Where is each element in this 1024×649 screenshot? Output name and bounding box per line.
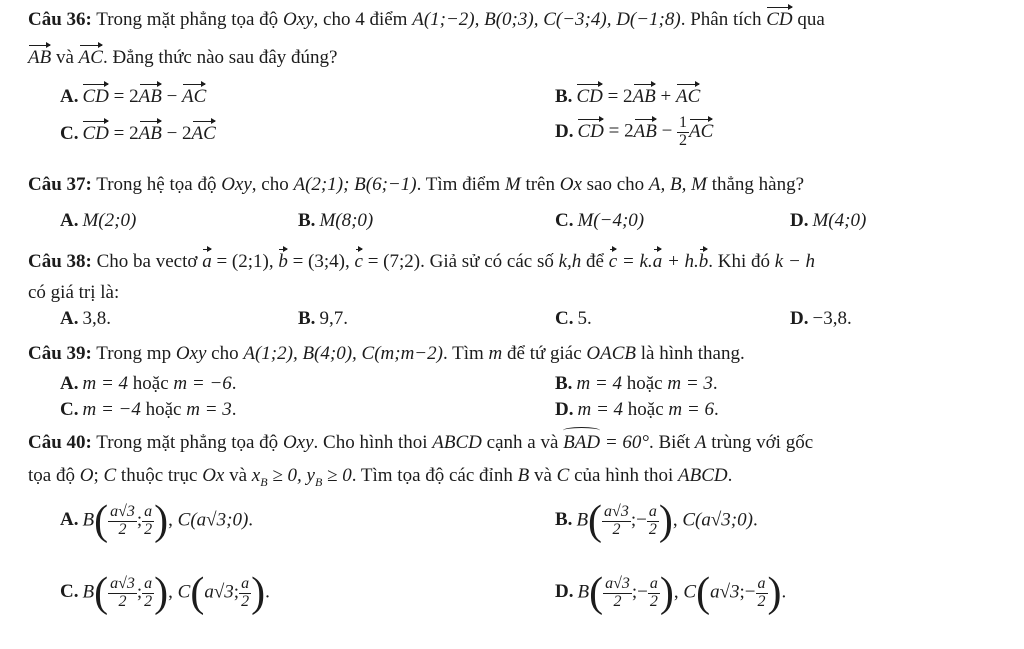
q36-option-a[interactable]: A. CD = 2AB − AC [60, 86, 207, 107]
q37-option-b[interactable]: B. M(8;0) [298, 210, 374, 231]
q36-option-c[interactable]: C. CD = 2AB − 2AC [60, 123, 216, 144]
q39-option-a[interactable]: A. m = 4 hoặc m = −6. [60, 373, 237, 394]
q38-line1: Câu 38: Cho ba vectơ a = (2;1), b = (3;4), c = (7;2). Giả sử có các số k,h để c = k.a + h.b. Khi đó k − h [28, 251, 816, 272]
q39-line1: Câu 39: Trong mp Oxy cho A(1;2), B(4;0), C(m;m−2). Tìm m để tứ giác OACB là hình thang. [28, 343, 745, 364]
q38-line2: có giá trị là: [28, 282, 120, 303]
q37-label: Câu 37: [28, 174, 92, 195]
q40-line1: Câu 40: Trong mặt phẳng tọa độ Oxy. Cho hình thoi ABCD cạnh a và BAD = 60°. Biết A trùng với gốc [28, 432, 814, 453]
q36-points: A(1;−2), B(0;3), C(−3;4), D(−1;8) [412, 9, 681, 30]
q37-line1: Câu 37: Trong hệ tọa độ Oxy, cho A(2;1); B(6;−1). Tìm điểm M trên Ox sao cho A, B, M thẳng hàng? [28, 174, 805, 195]
q37-option-c[interactable]: C. M(−4;0) [555, 210, 645, 231]
q38-option-c[interactable]: C. 5. [555, 308, 592, 329]
q36-line1: Câu 36: Trong mặt phẳng tọa độ Oxy, cho 4 điểm A(1;−2), B(0;3), C(−3;4), D(−1;8). Phân tích CD qua [28, 9, 825, 30]
fraction: $\frac{1}{2}$ [679, 114, 688, 149]
q36-line2: AB và AC. Đẳng thức nào sau đây đúng? [28, 47, 338, 68]
q40-line2: tọa độ O; C thuộc trục Ox và $x_B \ge 0$, $y_B \ge 0$. Tìm tọa độ các đỉnh B và C của hình thoi ABCD. [28, 465, 733, 489]
q40-option-b[interactable]: B. B( $\frac{a√3}{2}$ ;− $\frac{a}{2}$ ), C(a√3;0). [555, 498, 758, 544]
q40-option-c[interactable]: C. B( $\frac{a√3}{2}$ ; $\frac{a}{2}$ ), C(a√3; $\frac{a}{2}$ ). [60, 570, 270, 616]
q39-option-b[interactable]: B. m = 4 hoặc m = 3. [555, 373, 718, 394]
q39-option-d[interactable]: D. m = 4 hoặc m = 6. [555, 399, 719, 420]
q40-option-a[interactable]: A. B( $\frac{a√3}{2}$ ; $\frac{a}{2}$ ), C(a√3;0). [60, 498, 254, 544]
q38-option-d[interactable]: D. −3,8. [790, 308, 852, 329]
q38-option-a[interactable]: A. 3,8. [60, 308, 111, 329]
q39-label: Câu 39: [28, 343, 92, 364]
q37-option-d[interactable]: D. M(4;0) [790, 210, 867, 231]
q39-option-c[interactable]: C. m = −4 hoặc m = 3. [60, 399, 237, 420]
q38-option-b[interactable]: B. 9,7. [298, 308, 348, 329]
q37-option-a[interactable]: A. M(2;0) [60, 210, 137, 231]
q40-label: Câu 40: [28, 432, 92, 453]
angle-bad: BAD [563, 432, 601, 453]
q36-label: Câu 36: [28, 9, 92, 30]
q40-option-d[interactable]: D. B( $\frac{a√3}{2}$ ;− $\frac{a}{2}$ ), C(a√3;− $\frac{a}{2}$ ). [555, 570, 787, 616]
q36-option-b[interactable]: B. CD = 2AB + AC [555, 86, 701, 107]
q38-label: Câu 38: [28, 251, 92, 272]
q36-option-d[interactable]: D. CD = 2AB − $\frac{1}{2}$ AC [555, 114, 714, 149]
